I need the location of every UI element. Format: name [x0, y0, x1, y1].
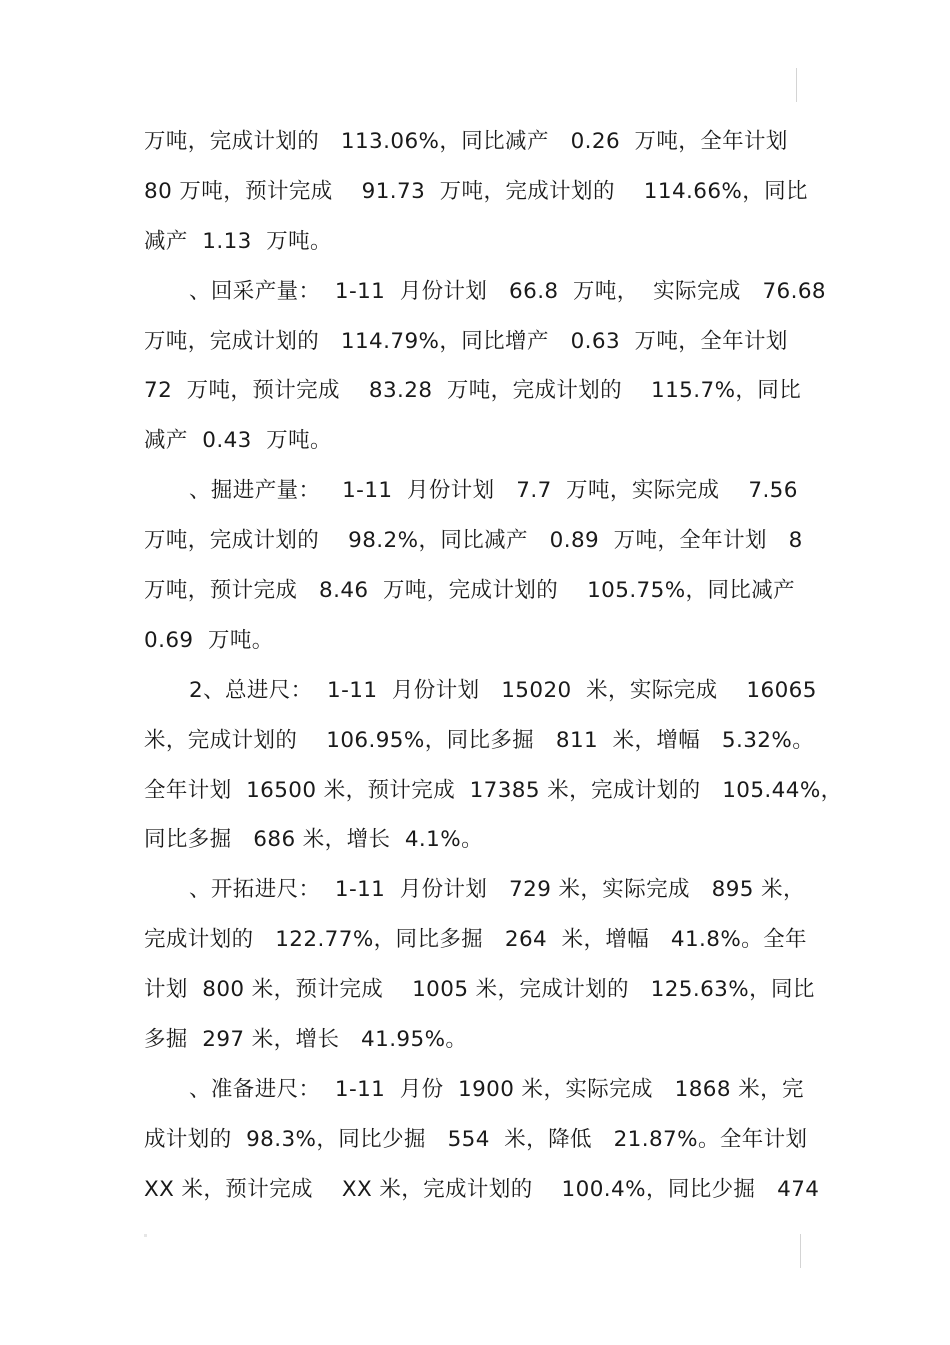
text-line: 72 万吨，预计完成 83.28 万吨，完成计划的 115.7%，同比 — [144, 378, 802, 404]
page-corner-mark — [796, 68, 797, 102]
text-line: 全年计划 16500 米，预计完成 17385 米，完成计划的 105.44%， — [144, 777, 843, 803]
text-line: 万吨，预计完成 8.46 万吨，完成计划的 105.75%，同比减产 — [144, 578, 796, 604]
text-line: 多掘 297 米，增长 41.95%。 — [144, 1027, 468, 1053]
text-line: 万吨，完成计划的 113.06%，同比减产 0.26 万吨，全年计划 — [144, 129, 788, 154]
text-line: 0.69 万吨。 — [144, 627, 274, 653]
paragraph-start-line: 、准备进尺： 1-11 月份 1900 米，实际完成 1868 米，完 — [189, 1076, 804, 1102]
page-corner-mark — [800, 1234, 801, 1268]
document-body — [144, 117, 843, 1215]
text-line: 成计划的 98.3%，同比少掘 554 米，降低 21.87%。全年计划 — [144, 1126, 808, 1152]
text-line: 同比多掘 686 米，增长 4.1%。 — [144, 827, 483, 853]
text-line: 减产 1.13 万吨。 — [144, 228, 332, 254]
text-line: 80 万吨，预计完成 91.73 万吨，完成计划的 114.66%，同比 — [144, 178, 808, 204]
paragraph-start-line: 、回采产量： 1-11 月份计划 66.8 万吨， 实际完成 76.68 — [189, 278, 826, 304]
text-line: 万吨，完成计划的 114.79%，同比增产 0.63 万吨，全年计划 — [144, 328, 788, 354]
page-corner-mark — [144, 1234, 147, 1237]
paragraph-start-line: 2、总进尺： 1-11 月份计划 15020 米，实际完成 16065 — [189, 677, 817, 703]
text-line: XX 米，预计完成 XX 米，完成计划的 100.4%，同比少掘 474 — [144, 1176, 820, 1202]
text-line: 完成计划的 122.77%，同比多掘 264 米，增幅 41.8%。全年 — [144, 927, 807, 953]
text-line: 减产 0.43 万吨。 — [144, 428, 332, 454]
text-line: 米，完成计划的 106.95%，同比多掘 811 米，增幅 5.32%。 — [144, 727, 815, 753]
paragraph-start-line: 、开拓进尺： 1-11 月份计划 729 米，实际完成 895 米， — [189, 877, 805, 903]
text-line: 万吨，完成计划的 98.2%，同比减产 0.89 万吨，全年计划 8 — [144, 528, 803, 554]
text-line: 计划 800 米，预计完成 1005 米，完成计划的 125.63%，同比 — [144, 977, 815, 1003]
paragraph-start-line: 、掘进产量： 1-11 月份计划 7.7 万吨，实际完成 7.56 — [189, 478, 798, 504]
